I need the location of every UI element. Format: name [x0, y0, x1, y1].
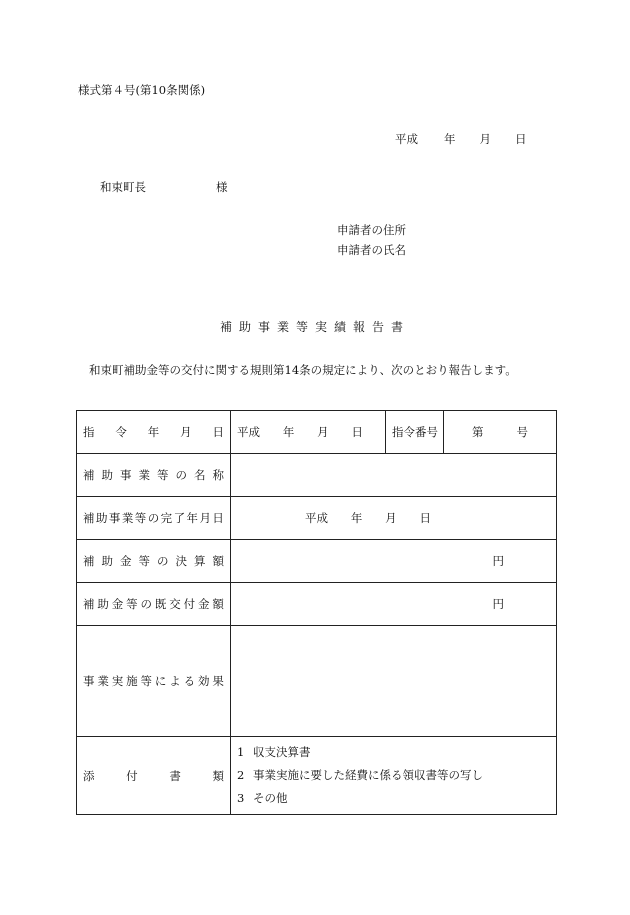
label-settlement-amount: 補 助 金 等 の 決 算 額: [83, 554, 224, 568]
directive-date-month: 月: [317, 425, 329, 439]
label-directive-number: 指令番号: [386, 411, 444, 454]
label-effect: 事 業 実 施 等 に よ る 効 果: [83, 674, 224, 688]
completion-date-year: 年: [350, 511, 363, 525]
settlement-amount-cell[interactable]: [231, 540, 557, 583]
document-title: 補助事業等実績報告書: [219, 320, 410, 334]
label-cell: [77, 737, 231, 815]
completion-date-month: 月: [385, 511, 397, 525]
label-cell: [77, 540, 231, 583]
attachment-item: 1 収支決算書: [237, 745, 311, 759]
directive-date-cell[interactable]: [231, 411, 386, 454]
applicant-address-label: 申請者の住所: [337, 223, 406, 237]
label-cell: [77, 497, 231, 540]
row-completion-date: [77, 497, 557, 540]
row-project-name: [77, 454, 557, 497]
label-directive-date: 指 令 年 月 日: [83, 425, 224, 439]
date-day: 日: [515, 132, 527, 146]
directive-date-year: 年: [282, 425, 295, 439]
date-month: 月: [479, 132, 491, 146]
row-attachments: [77, 737, 557, 815]
addressee-name: 和束町長: [100, 180, 146, 194]
attachment-item: 2 事業実施に要した経費に係る領収書等の写し: [237, 768, 483, 782]
directive-date-day: 日: [351, 425, 363, 439]
completion-date-cell[interactable]: [231, 497, 557, 540]
row-settlement-amount: [77, 540, 557, 583]
granted-amount-cell[interactable]: [231, 583, 557, 626]
project-name-cell[interactable]: [231, 454, 557, 497]
row-effect: [77, 626, 557, 737]
row-granted-amount: [77, 583, 557, 626]
label-cell: [77, 411, 231, 454]
settlement-amount-unit: 円: [492, 554, 504, 568]
date-year: 年: [444, 132, 456, 146]
label-cell: [77, 583, 231, 626]
label-granted-amount: 補 助 金 等 の 既 交 付 金 額: [83, 597, 224, 611]
addressee-honorific: 様: [216, 180, 228, 194]
row-directive-date: [77, 411, 557, 454]
date-line: [395, 131, 527, 147]
date-era: 平成: [395, 132, 418, 146]
effect-cell[interactable]: [231, 626, 557, 737]
directive-number-prefix: 第: [472, 425, 484, 439]
completion-date: [305, 510, 431, 526]
directive-date-era: 平成: [237, 425, 260, 439]
attachments-cell: [231, 737, 557, 815]
directive-number: [450, 424, 550, 440]
addressee: [100, 179, 228, 195]
applicant-name-label: 申請者の氏名: [337, 243, 406, 257]
form-number: 様式第４号(第10条関係): [78, 83, 206, 97]
label-completion-date: 補 助 事 業 等 の 完 了 年 月 日: [83, 511, 224, 525]
label-cell: [77, 626, 231, 737]
label-project-name: 補 助 事 業 等 の 名 称: [83, 468, 224, 482]
attachment-item: 3 その他: [237, 791, 288, 805]
completion-date-era: 平成: [305, 511, 328, 525]
directive-number-cell[interactable]: [444, 411, 557, 454]
label-cell: [77, 454, 231, 497]
body-text: 和束町補助金等の交付に関する規則第14条の規定により、次のとおり報告します。: [89, 363, 517, 377]
directive-date: [237, 424, 363, 440]
label-attachments: 添 付 書 類: [83, 768, 224, 783]
granted-amount-unit: 円: [492, 597, 504, 611]
report-table: [76, 410, 557, 815]
directive-number-suffix: 号: [516, 425, 528, 439]
completion-date-day: 日: [419, 511, 431, 525]
